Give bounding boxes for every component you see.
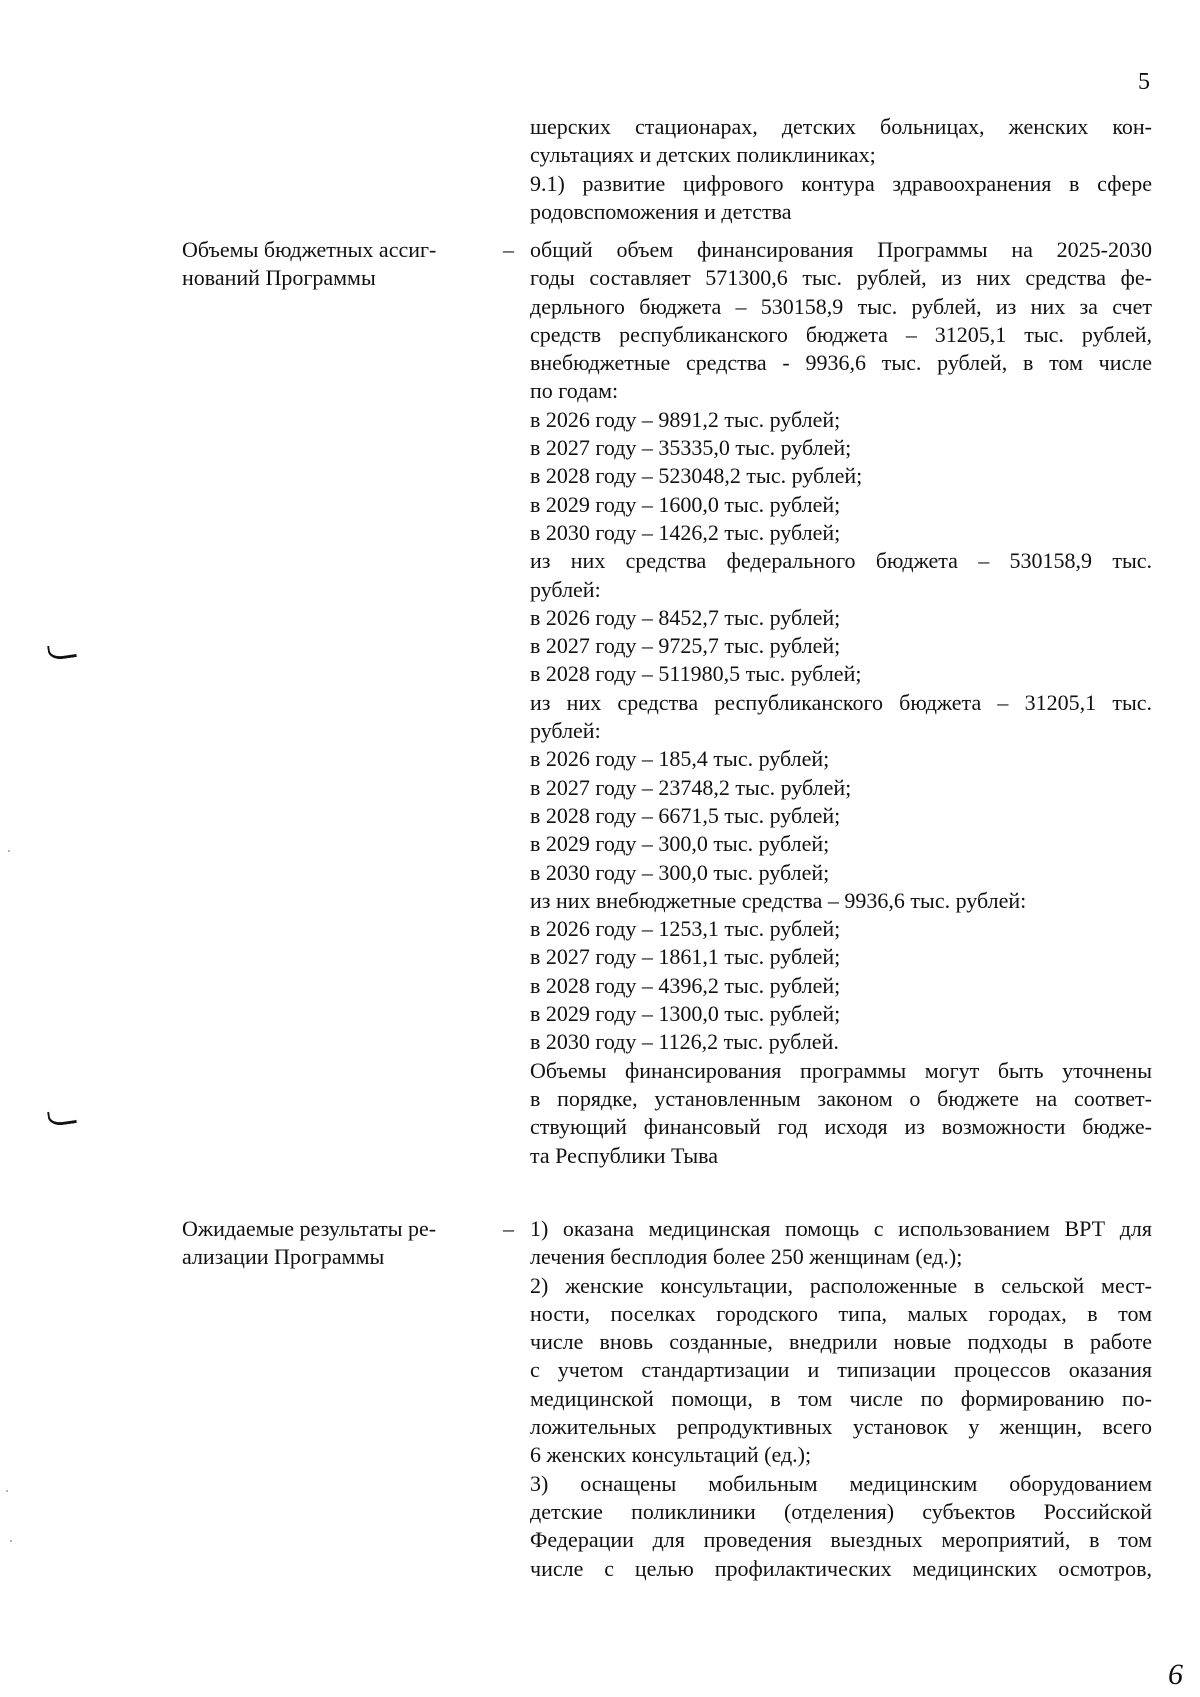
text-line: из них средства федерального бюджета – 530158,9 тыс. xyxy=(530,548,1152,574)
text-line: в 2029 году – 300,0 тыс. рублей; xyxy=(530,831,830,857)
text-line: годы составляет 571300,6 тыс. рублей, из них средства фе- xyxy=(530,265,1152,291)
section-body xyxy=(530,236,1152,1170)
scan-speck xyxy=(8,850,10,852)
text-line: в 2026 году – 185,4 тыс. рублей; xyxy=(530,746,830,772)
text-line: в 2029 году – 1600,0 тыс. рублей; xyxy=(530,491,841,517)
text-line: в 2030 году – 1126,2 тыс. рублей. xyxy=(530,1029,839,1055)
text-line: та Республики Тыва xyxy=(530,1142,718,1168)
text-line: с учетом стандартизации и типизации процессов оказания xyxy=(530,1357,1152,1383)
label-line: Ожидаемые результаты ре- xyxy=(182,1216,437,1241)
text-line: ности, поселках городского типа, малых городах, в том xyxy=(530,1300,1152,1326)
section-body xyxy=(530,1215,1152,1583)
text-line: лечения бесплодия более 250 женщинам (ед.); xyxy=(530,1244,963,1270)
text-line: числе вновь созданные, внедрили новые подходы в работе xyxy=(530,1329,1152,1355)
text-line: в 2029 году – 1300,0 тыс. рублей; xyxy=(530,1001,841,1027)
text-line: сультациях и детских поликлиниках; xyxy=(530,142,876,168)
text-line: в порядке, установленным законом о бюджете на соответ- xyxy=(530,1085,1152,1111)
text-line: из них средства республиканского бюджета – 31205,1 тыс. xyxy=(530,689,1152,715)
label-line: Объемы бюджетных ассиг- xyxy=(182,237,437,262)
text-line: по годам: xyxy=(530,378,619,404)
text-line: Объемы финансирования программы могут быть уточнены xyxy=(530,1057,1152,1083)
text-line: медицинской помощи, в том числе по формированию по- xyxy=(530,1385,1152,1411)
text-line: 6 женских консультаций (ед.); xyxy=(530,1442,812,1468)
label-line: нований Программы xyxy=(182,265,376,291)
text-line: ствующий финансовый год исходя из возможности бюдже- xyxy=(530,1114,1152,1140)
scan-speck xyxy=(6,1490,8,1492)
text-line: в 2027 году – 9725,7 тыс. рублей; xyxy=(530,633,841,659)
text-line: шерских стационарах, детских больницах, женских кон- xyxy=(530,114,1152,139)
text-line: в 2030 году – 300,0 тыс. рублей; xyxy=(530,859,830,885)
text-line: в 2028 году – 4396,2 тыс. рублей; xyxy=(530,972,841,998)
text-line: 9.1) развитие цифрового контура здравоохранения в сфере xyxy=(530,170,1152,196)
text-line: 1) оказана медицинская помощь с использованием ВРТ для xyxy=(530,1216,1152,1241)
text-line: в 2028 году – 523048,2 тыс. рублей; xyxy=(530,463,863,489)
text-line: дерльного бюджета – 530158,9 тыс. рублей, из них за счет xyxy=(530,293,1152,319)
scan-margin-mark xyxy=(47,642,77,661)
text-line: в 2028 году – 511980,5 тыс. рублей; xyxy=(530,661,862,687)
scan-margin-mark xyxy=(47,1108,77,1127)
text-line: из них внебюджетные средства – 9936,6 тыс. рублей: xyxy=(530,887,1027,913)
text-line: в 2028 году – 6671,5 тыс. рублей; xyxy=(530,802,841,828)
dash-separator: – xyxy=(503,1216,514,1241)
text-line: рублей: xyxy=(530,718,601,744)
text-line: в 2026 году – 8452,7 тыс. рублей; xyxy=(530,604,841,630)
text-line: в 2027 году – 1861,1 тыс. рублей; xyxy=(530,944,841,970)
corner-handwritten-mark: 6 xyxy=(1168,1658,1183,1691)
text-line: средств республиканского бюджета – 31205,1 тыс. рублей, xyxy=(530,321,1152,347)
text-line: числе с целью профилактических медицинских осмотров, xyxy=(530,1555,1152,1581)
continued-text-block xyxy=(530,113,1152,226)
text-line: Федерации для проведения выездных мероприятий, в том xyxy=(530,1527,1152,1553)
text-line: ложительных репродуктивных установок у женщин, всего xyxy=(530,1414,1152,1440)
scan-speck xyxy=(10,1540,12,1542)
page-number: 5 xyxy=(1138,69,1150,95)
text-line: в 2026 году – 9891,2 тыс. рублей; xyxy=(530,406,841,432)
section-label xyxy=(182,236,472,293)
text-line: рублей: xyxy=(530,576,601,602)
section-label xyxy=(182,1215,472,1272)
text-line: в 2027 году – 23748,2 тыс. рублей; xyxy=(530,774,852,800)
text-line: родовспоможения и детства xyxy=(530,198,792,224)
text-line: в 2026 году – 1253,1 тыс. рублей; xyxy=(530,916,841,942)
text-line: внебюджетные средства - 9936,6 тыс. рублей, в том числе xyxy=(530,350,1152,376)
text-line: в 2027 году – 35335,0 тыс. рублей; xyxy=(530,435,852,461)
text-line: 2) женские консультации, расположенные в сельской мест- xyxy=(530,1272,1152,1298)
text-line: детские поликлиники (отделения) субъектов Российской xyxy=(530,1498,1152,1524)
text-line: в 2030 году – 1426,2 тыс. рублей; xyxy=(530,519,841,545)
dash-separator: – xyxy=(503,237,514,262)
text-line: общий объем финансирования Программы на 2025-2030 xyxy=(530,237,1152,262)
text-line: 3) оснащены мобильным медицинским оборудованием xyxy=(530,1470,1152,1496)
label-line: ализации Программы xyxy=(182,1244,385,1270)
